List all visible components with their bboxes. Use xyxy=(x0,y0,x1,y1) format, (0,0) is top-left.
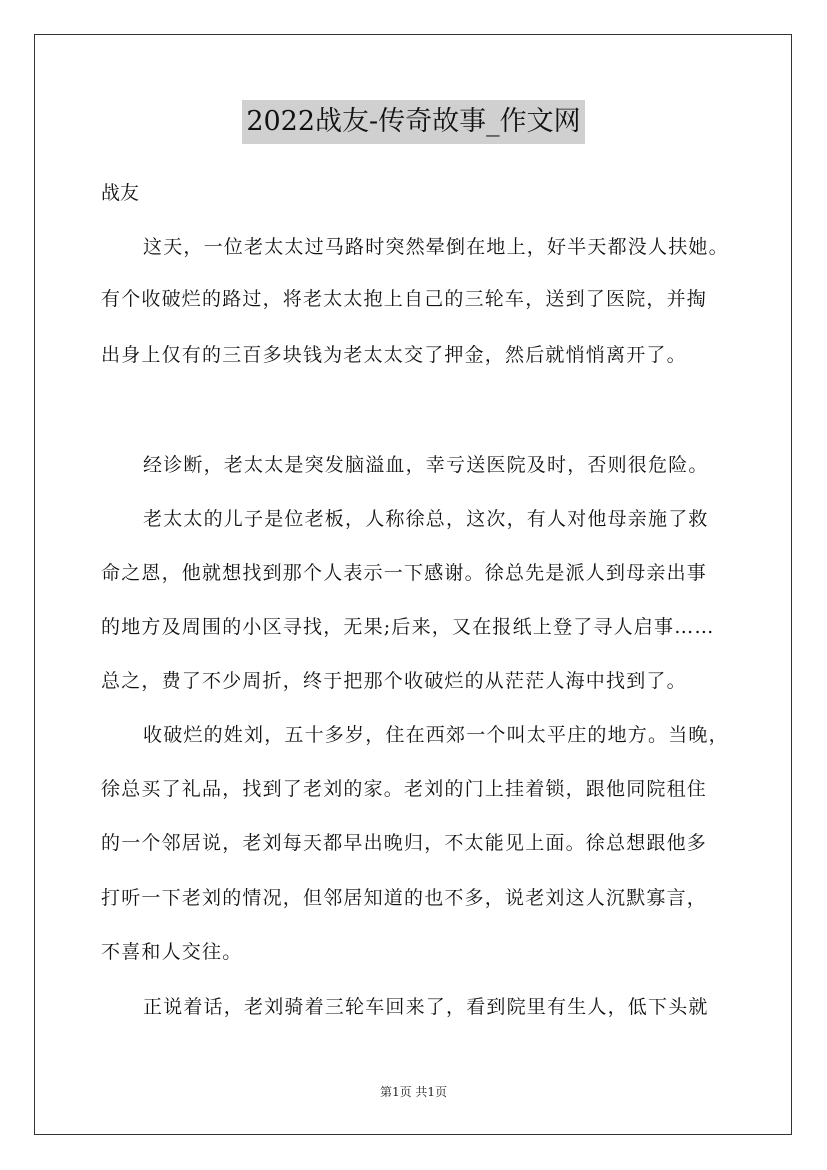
document-title: 2022战友-传奇故事_作文网 xyxy=(242,100,584,144)
paragraph-line: 正说着话，老刘骑着三轮车回来了，看到院里有生人，低下头就 xyxy=(143,996,709,1018)
paragraph-line: 的一个邻居说，老刘每天都早出晚归，不太能见上面。徐总想跟他多 xyxy=(101,832,708,854)
paragraph-line: 收破烂的姓刘，五十多岁，住在西郊一个叫太平庄的地方。当晚， xyxy=(143,724,729,746)
title-container xyxy=(0,100,827,144)
section-heading: 战友 xyxy=(101,182,140,204)
paragraph-line: 徐总买了礼品，找到了老刘的家。老刘的门上挂着锁，跟他同院租住 xyxy=(101,778,708,800)
paragraph-line: 老太太的儿子是位老板，人称徐总，这次，有人对他母亲施了救 xyxy=(143,508,709,530)
paragraph-line: 的地方及周围的小区寻找，无果;后来，又在报纸上登了寻人启事…… xyxy=(101,616,715,638)
page-number-footer: 第1页 共1页 xyxy=(379,1085,448,1099)
paragraph-line: 不喜和人交往。 xyxy=(101,941,243,963)
paragraph-line: 总之，费了不少周折，终于把那个收破烂的从茫茫人海中找到了。 xyxy=(101,670,687,692)
paragraph-line: 这天，一位老太太过马路时突然晕倒在地上，好半天都没人扶她。 xyxy=(143,236,729,258)
paragraph-line: 有个收破烂的路过，将老太太抱上自己的三轮车，送到了医院，并掏 xyxy=(101,288,708,310)
paragraph-line: 出身上仅有的三百多块钱为老太太交了押金，然后就悄悄离开了。 xyxy=(101,344,687,366)
paragraph-line: 命之恩，他就想找到那个人表示一下感谢。徐总先是派人到母亲出事 xyxy=(101,562,708,584)
paragraph-line: 打听一下老刘的情况，但邻居知道的也不多，说老刘这人沉默寡言， xyxy=(101,887,708,909)
paragraph-line: 经诊断，老太太是突发脑溢血，幸亏送医院及时，否则很危险。 xyxy=(143,454,709,476)
